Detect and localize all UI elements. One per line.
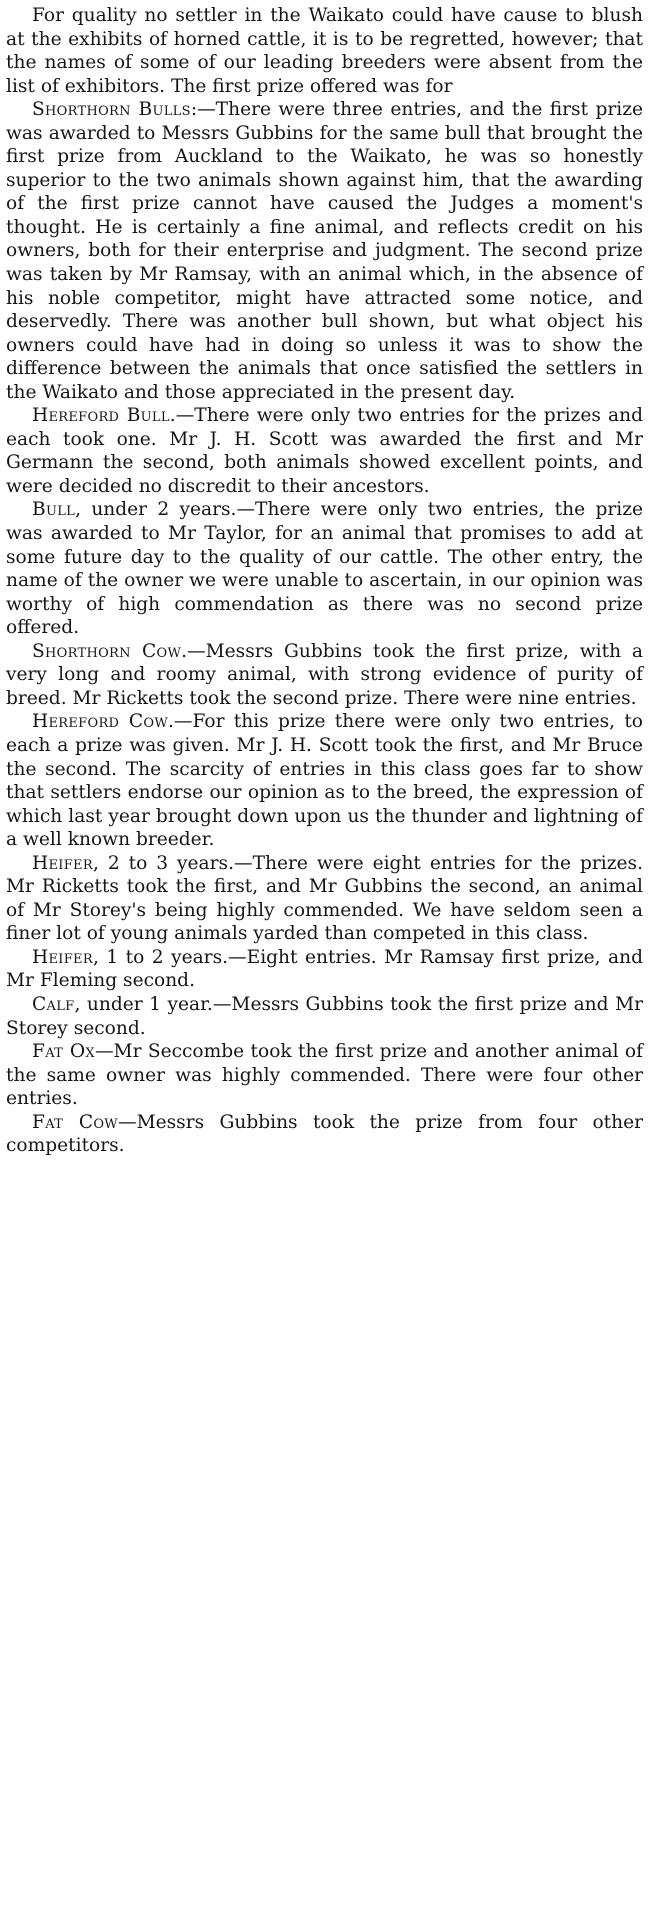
paragraph-heading: Hereford Cow (32, 711, 169, 733)
paragraph-bull-under-2 (6, 498, 643, 639)
paragraph-heading: Heifer (32, 852, 93, 874)
paragraph-text: , under 1 year.—Messrs Gubbins took the first prize and Mr Storey second. (6, 993, 643, 1039)
paragraph-heading: Hereford Bull (32, 405, 170, 427)
paragraph-text: , under 2 years.—There were only two entries, the prize was awarded to Mr Taylor, for an animal that promises to add at some future day to the quality of our cattle. The other entry, the name of the owner we were unable to ascertain, in our opinion was worthy of high commendation as there was no second prize offered. (6, 499, 643, 639)
paragraph-fat-cow (6, 1111, 643, 1158)
paragraph-text: :—There were three entries, and the first prize was awarded to Messrs Gubbins for the same bull that brought the first prize from Auckland to the Waikato, he was so honestly superior to the two animals shown against him, that the awarding of the first prize cannot have caused the Judges a moment's thought. He is certainly a fine animal, and reflects credit on his owners, both for their enterprise and judgment. The second prize was taken by Mr Ramsay, with an animal which, in the absence of his noble competitor, might have attracted some notice, and deservedly. There was another bull shown, but what object his owners could have had in doing so unless it was to show the difference between the animals that once satisfied the settlers in the Waikato and those appreciated in the present day. (6, 99, 643, 403)
paragraph-heading: Bull (32, 499, 76, 521)
paragraph-shorthorn-bulls (6, 98, 643, 404)
paragraph-text: .—Messrs Gubbins took the first prize, with a very long and roomy animal, with strong evidence of purity of breed. Mr Ricketts took the second prize. There were nine entries. (6, 640, 643, 709)
paragraph-text: .—There were only two entries for the prizes and each took one. Mr J. H. Scott was awarded the first and Mr Germann the second, both animals showed excellent points, and were decided no discredit to their ancestors. (6, 405, 643, 497)
paragraph-text: For quality no settler in the Waikato could have cause to blush at the exhibits of horned cattle, it is to be regretted, however; that the names of some of our leading breeders were absent from the list of exhibitors. The first prize offered was for (6, 5, 643, 97)
paragraph-text: —Messrs Gubbins took the prize from four other competitors. (6, 1111, 643, 1157)
paragraph-text: , 2 to 3 years.—There were eight entries for the prizes. Mr Ricketts took the first, and Mr Gubbins the second, an animal of Mr Storey's being highly commended. We have seldom seen a finer lot of young animals yarded than competed in this class. (6, 852, 643, 945)
paragraph-text: .—For this prize there were only two entries, to each a prize was given. Mr J. H. Scott took the first, and Mr Bruce the second. The scarcity of entries in this class goes far to show that settlers endorse our opinion as to the breed, the expression of which last year brought down upon us the thunder and lightning of a well known breeder. (6, 711, 643, 851)
paragraph-text: —Mr Seccombe took the first prize and another animal of the same owner was highly commended. There were four other entries. (6, 1041, 643, 1110)
paragraph-heifer-2-to-3 (6, 852, 643, 946)
paragraph-heading: Calf (32, 993, 75, 1015)
paragraph-heading: Shorthorn Bulls (32, 99, 191, 121)
article-column (6, 4, 643, 1158)
paragraph-fat-ox (6, 1040, 643, 1111)
paragraph-heifer-1-to-2 (6, 946, 643, 993)
paragraph-hereford-cow (6, 710, 643, 851)
paragraph-hereford-bull (6, 404, 643, 498)
paragraph-heading: Fat Ox (32, 1041, 95, 1063)
paragraph-heading: Shorthorn Cow (32, 640, 182, 662)
paragraph-shorthorn-cow (6, 640, 643, 711)
paragraph-heading: Fat Cow (32, 1111, 118, 1133)
paragraph-text: , 1 to 2 years.—Eight entries. Mr Ramsay first prize, and Mr Fleming second. (6, 946, 643, 992)
paragraph-heading: Heifer (32, 946, 93, 968)
paragraph-intro (6, 4, 643, 98)
paragraph-calf (6, 993, 643, 1040)
